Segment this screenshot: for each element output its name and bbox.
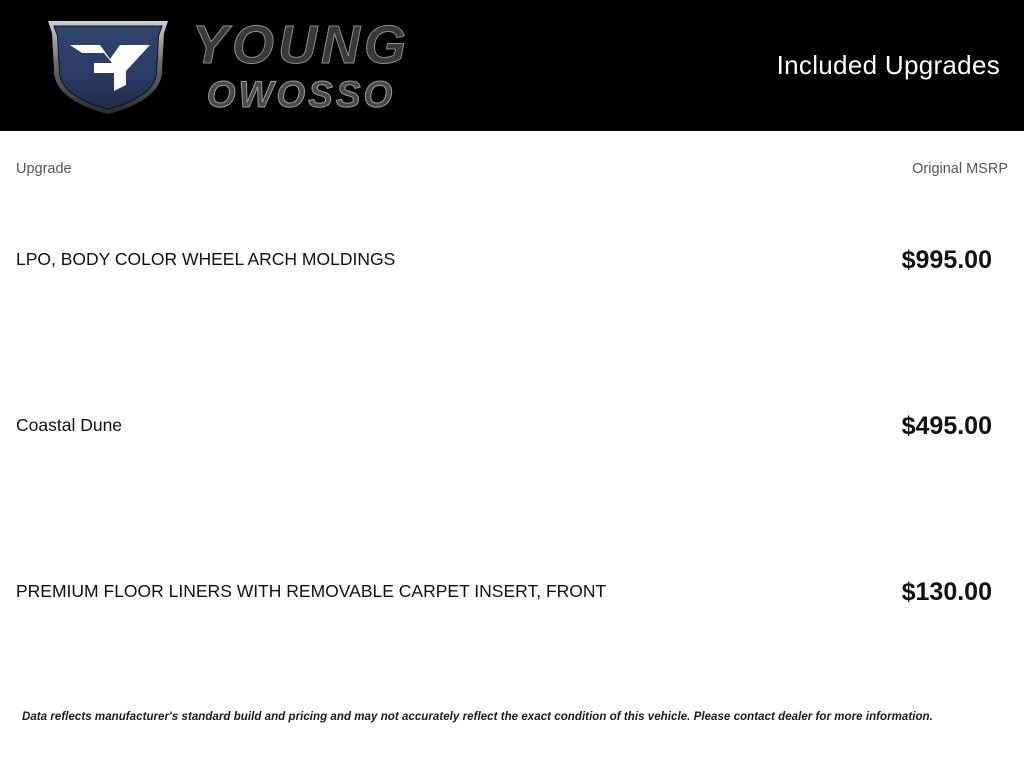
upgrade-name: Coastal Dune: [16, 415, 123, 436]
table-row: [16, 343, 1008, 509]
page-title: Included Upgrades: [776, 50, 1000, 80]
page-header: [0, 0, 1024, 131]
upgrade-price: $995.00: [901, 245, 992, 274]
upgrades-table: [0, 131, 1024, 675]
dealer-logo[interactable]: [34, 16, 410, 116]
upgrade-price: $130.00: [901, 577, 992, 606]
wordmark-line-owosso: OWOSSO: [206, 74, 396, 115]
upgrade-name: LPO, BODY COLOR WHEEL ARCH MOLDINGS: [16, 249, 396, 270]
upgrade-name: PREMIUM FLOOR LINERS WITH REMOVABLE CARPET INSERT, FRONT: [16, 581, 607, 602]
table-row: [16, 509, 1008, 675]
table-row: [16, 177, 1008, 343]
dealer-wordmark: [192, 15, 411, 115]
column-header-upgrade: Upgrade: [16, 161, 72, 177]
wordmark-line-young: YOUNG: [192, 15, 411, 75]
column-header-msrp: Original MSRP: [912, 161, 1008, 177]
table-header-row: [16, 131, 1008, 177]
upgrade-price: $495.00: [901, 411, 992, 440]
young-shield-icon: [34, 15, 182, 117]
disclaimer-text: Data reflects manufacturer's standard build and pricing and may not accurately reflect the exact condition of this vehicle. Please contact dealer for more information.: [22, 711, 933, 723]
